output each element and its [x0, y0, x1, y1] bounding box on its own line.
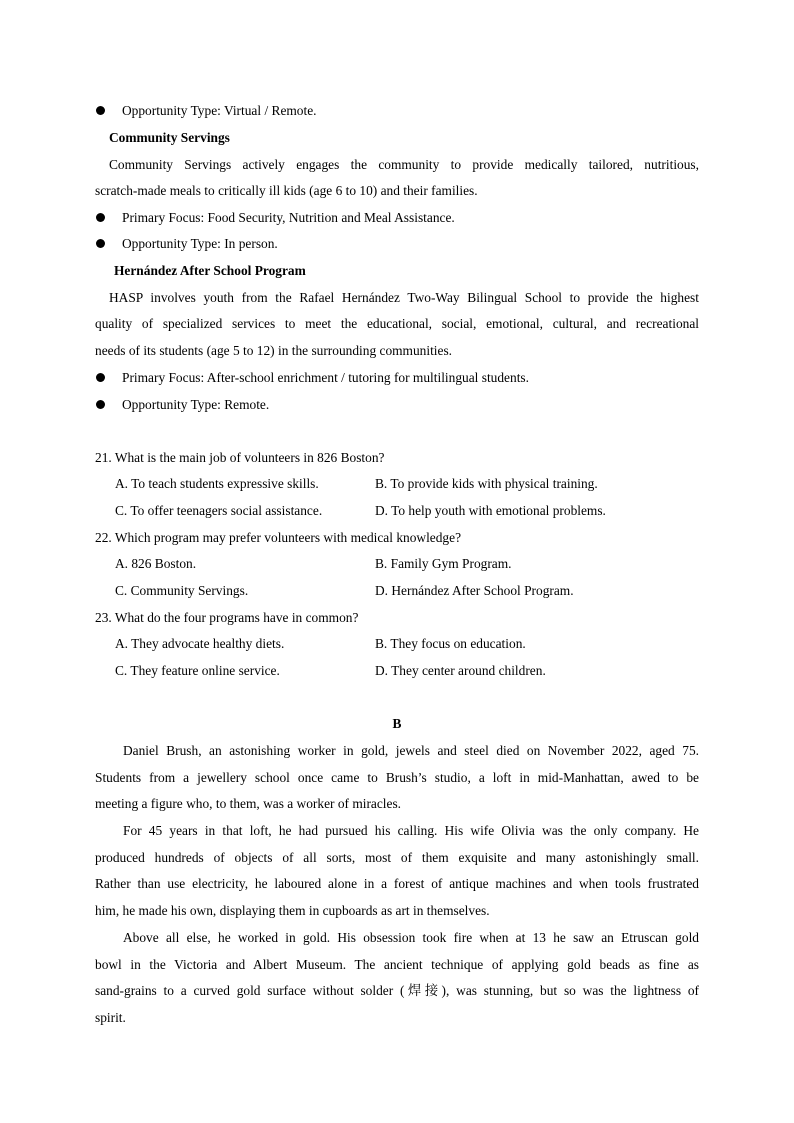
community-servings-text-line2: scratch-made meals to critically ill kids (age 6 to 10) and their families.: [95, 183, 478, 198]
q21-option-b: B. To provide kids with physical training.: [375, 476, 598, 491]
passage-b-p2-line1: For 45 years in that loft, he had pursued his calling. His wife Olivia was the only company. He: [123, 823, 699, 838]
bullet-primary-focus-afterschool: Primary Focus: After-school enrichment / tutoring for multilingual students.: [122, 370, 529, 385]
q23-option-b: B. They focus on education.: [375, 636, 526, 651]
q22-option-b: B. Family Gym Program.: [375, 556, 512, 571]
q21-option-d: D. To help youth with emotional problems.: [375, 503, 606, 518]
q22-option-a: A. 826 Boston.: [115, 556, 197, 571]
passage-b-p1-line1: Daniel Brush, an astonishing worker in gold, jewels and steel died on November 2022, aged 75.: [123, 743, 699, 758]
q23-option-a: A. They advocate healthy diets.: [115, 636, 285, 651]
q23-option-d: D. They center around children.: [375, 663, 546, 678]
passage-b-p1-line2: Students from a jewellery school once came to Brush’s studio, a loft in mid-Manhattan, awed to be: [95, 770, 699, 785]
question-22: 22. Which program may prefer volunteers with medical knowledge?: [95, 530, 462, 545]
bullet-dot: [96, 213, 105, 222]
community-servings-text-line1: Community Servings actively engages the community to provide medically tailored, nutritious,: [109, 157, 699, 172]
bullet-primary-focus-food: Primary Focus: Food Security, Nutrition and Meal Assistance.: [122, 210, 455, 225]
question-21: 21. What is the main job of volunteers in 826 Boston?: [95, 450, 385, 465]
bullet-opportunity-type-remote: Opportunity Type: Remote.: [122, 397, 270, 412]
bullet-opportunity-type-virtual: Opportunity Type: Virtual / Remote.: [122, 103, 317, 118]
q21-option-a: A. To teach students expressive skills.: [115, 476, 319, 491]
q22-option-d: D. Hernández After School Program.: [375, 583, 574, 598]
q23-option-c: C. They feature online service.: [115, 663, 280, 678]
bullet-dot: [96, 239, 105, 248]
passage-b-p3-line4: spirit.: [95, 1010, 126, 1025]
q21-option-c: C. To offer teenagers social assistance.: [115, 503, 323, 518]
hasp-text-line2: quality of specialized services to meet the educational, social, emotional, cultural, and recreational: [95, 316, 699, 331]
passage-b-p2-line2: produced hundreds of objects of all sorts, most of them exquisite and many astonishingly small.: [95, 850, 699, 865]
hasp-text-line3: needs of its students (age 5 to 12) in the surrounding communities.: [95, 343, 453, 358]
section-b-label: B: [392, 716, 402, 731]
passage-b-p1-line3: meeting a figure who, to them, was a worker of miracles.: [95, 796, 402, 811]
heading-hasp: Hernández After School Program: [114, 263, 306, 278]
q22-option-c: C. Community Servings.: [115, 583, 249, 598]
heading-community-servings: Community Servings: [109, 130, 230, 145]
passage-b-p3-line2: bowl in the Victoria and Albert Museum. The ancient technique of applying gold beads as fine as: [95, 957, 699, 972]
passage-b-p2-line4: him, he made his own, displaying them in cupboards as art in themselves.: [95, 903, 490, 918]
question-23: 23. What do the four programs have in common?: [95, 610, 359, 625]
passage-b-p2-line3: Rather than use electricity, he laboured alone in a forest of antique machines and when tools frustrated: [95, 876, 699, 891]
hasp-text-line1: HASP involves youth from the Rafael Hernández Two-Way Bilingual School to provide the highest: [109, 290, 699, 305]
bullet-opportunity-type-in-person: Opportunity Type: In person.: [122, 236, 278, 251]
passage-b-p3-line3: sand-grains to a curved gold surface without solder (焊接), was stunning, but so was the lightness of: [95, 983, 699, 998]
bullet-dot: [96, 106, 105, 115]
passage-b-p3-line1: Above all else, he worked in gold. His obsession took fire when at 13 he saw an Etruscan gold: [123, 930, 699, 945]
bullet-dot: [96, 400, 105, 409]
bullet-dot: [96, 373, 105, 382]
